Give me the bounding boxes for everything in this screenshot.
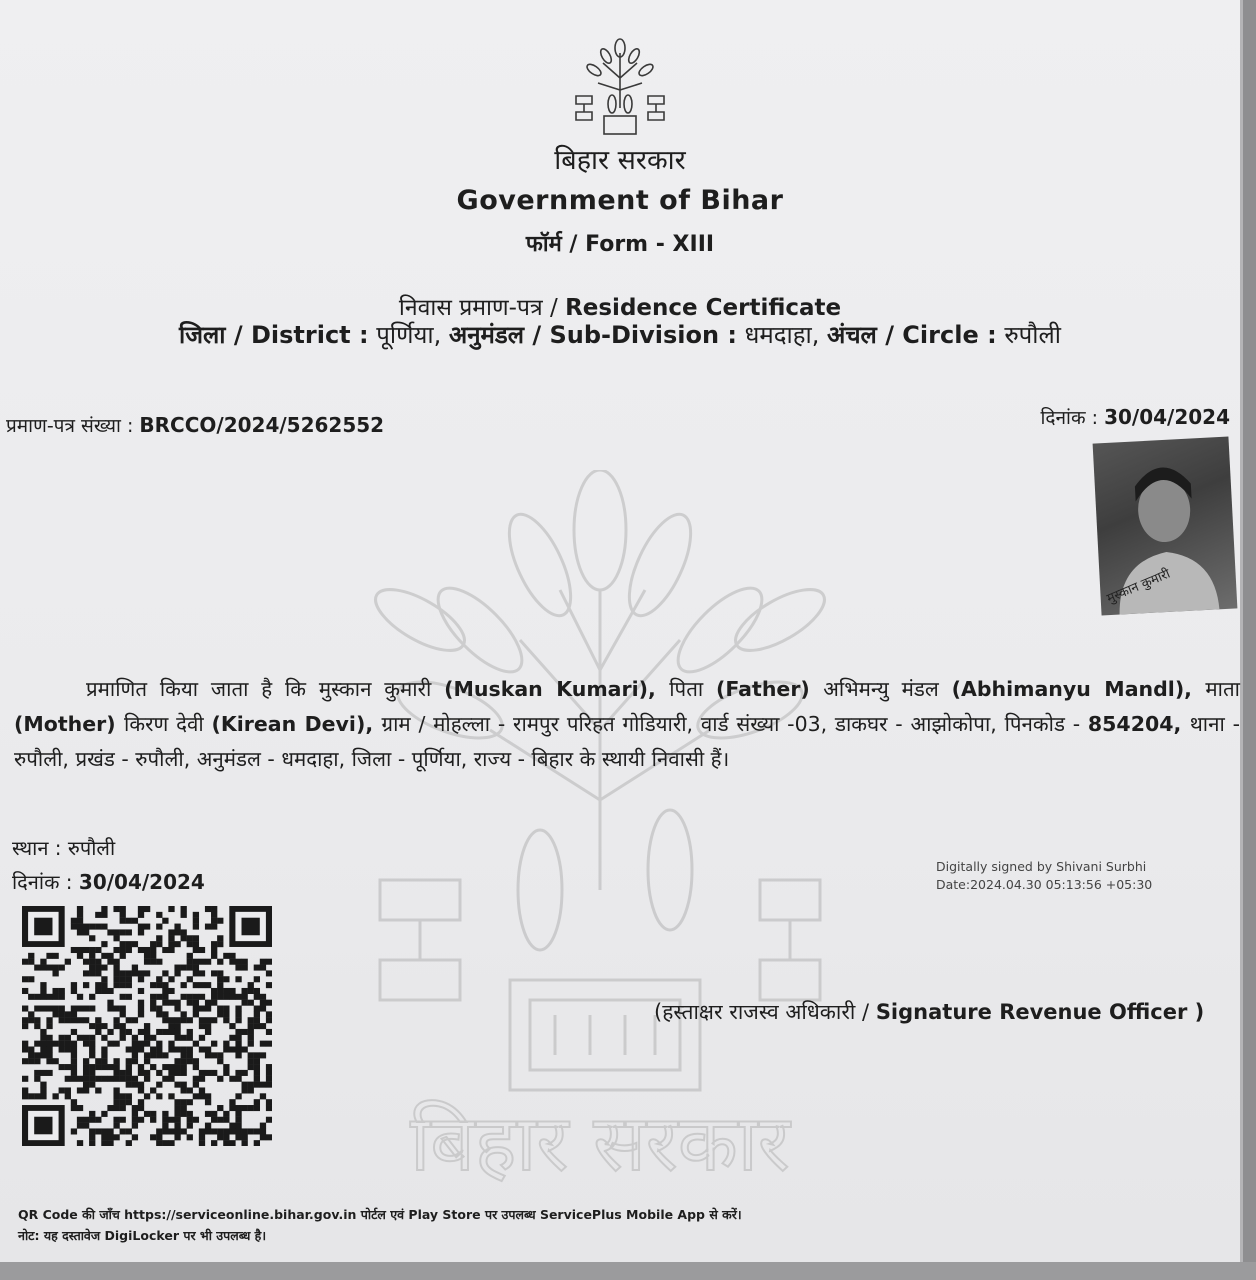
address-part: ग्राम / मोहल्ला - रामपुर परिहत गोडियारी, वार्ड संख्या -03, डाकघर - आझोकोपा, पिनकोड - [381, 712, 1088, 736]
issue-date-top [1041, 404, 1231, 430]
circle-value: रुपौली [1004, 321, 1062, 349]
location-line [0, 318, 1240, 351]
address-part: थाना - रुपौली, प्रखंड - रुपौली, अनुमंडल - धमदाहा, जिला - पूर्णिया, राज्य - बिहार के स्थायी निवासी हैं। [14, 712, 1240, 771]
note-text: ServicePlus Mobile App [539, 1207, 705, 1222]
certificate-number-value: BRCCO/2024/5262552 [139, 413, 385, 437]
circle-label: अंचल / Circle : [826, 321, 997, 349]
mother-label: (Mother) [14, 712, 125, 736]
note-text: पर भी उपलब्ध है। [179, 1228, 267, 1243]
district-value: पूर्णिया, [376, 321, 442, 349]
place [12, 834, 115, 861]
digital-signature-name: Digitally signed by Shivani Surbhi [936, 859, 1147, 874]
note-text: DigiLocker [104, 1228, 179, 1243]
background-edge [0, 1262, 1256, 1280]
photo-signature: मुस्कान कुमारी [1104, 566, 1173, 607]
mother-name-hindi: किरण देवी [124, 712, 212, 736]
note-text: नोट: यह दस्तावेज [18, 1228, 105, 1243]
place-label: स्थान : [12, 836, 62, 860]
signature-hindi: (हस्ताक्षर राजस्व अधिकारी / [654, 1000, 870, 1024]
digital-signature-block [936, 858, 1152, 894]
issue-date-label: दिनांक : [1040, 407, 1099, 429]
subdivision-value: धमदाहा, [744, 321, 820, 349]
qr-verify-note [18, 1204, 742, 1225]
mother-name-english: (Kirean Devi), [211, 712, 382, 736]
certificate-number [6, 412, 384, 438]
statement-part: पिता [669, 677, 717, 701]
bihar-emblem-watermark-icon [360, 470, 840, 1190]
district-label: जिला / District : [178, 321, 369, 349]
note-text: QR Code की जाँच [18, 1207, 125, 1222]
certificate-title-english: Residence Certificate [565, 295, 842, 321]
digilocker-note [18, 1225, 742, 1246]
statement-part: प्रमाणित किया जाता है कि मुस्कान कुमारी [86, 677, 445, 701]
title-hindi: बिहार सरकार [554, 145, 686, 176]
father-label: (Father) [716, 677, 824, 701]
pincode: 854204, [1087, 712, 1190, 736]
certificate-title-hindi: निवास प्रमाण-पत्र / [398, 295, 558, 321]
note-text: से करें। [705, 1207, 742, 1222]
title-english: Government of Bihar [456, 185, 784, 216]
place-value: रुपौली [67, 836, 116, 860]
issue-date-value: 30/04/2024 [1104, 405, 1230, 429]
issue-date-bottom [12, 868, 205, 895]
footer-notes [18, 1204, 742, 1246]
date-value: 30/04/2024 [78, 870, 205, 894]
signature-revenue-officer [654, 998, 1204, 1026]
certificate-number-label: प्रमाण-पत्र संख्या : [6, 415, 134, 437]
date-label: दिनांक : [12, 870, 73, 894]
note-text: पोर्टल एवं [356, 1207, 409, 1222]
watermark-text: बिहार सरकार [410, 1099, 790, 1189]
subdivision-label: अनुमंडल / Sub-Division : [448, 321, 738, 349]
father-name-english: (Abhimanyu Mandl), [951, 677, 1206, 701]
signature-english: Signature Revenue Officer ) [875, 1000, 1205, 1024]
father-name-hindi: अभिमन्यु मंडल [823, 677, 952, 701]
applicant-photo-icon [1093, 437, 1238, 616]
service-url-link[interactable]: https://serviceonline.bihar.gov.in [124, 1207, 357, 1222]
form-number: फॉर्म / Form - XIII [525, 232, 715, 257]
applicant-name-english: (Muskan Kumari), [444, 677, 670, 701]
applicant-portrait [1093, 437, 1238, 616]
note-text: पर उपलब्ध [480, 1207, 540, 1222]
qr-code-icon[interactable] [22, 906, 272, 1146]
note-text: Play Store [408, 1207, 481, 1222]
statement-part: माता [1205, 677, 1240, 701]
certificate-statement [14, 672, 1240, 777]
bihar-bodhi-tree-emblem-icon [568, 38, 672, 138]
digital-signature-date: Date:2024.04.30 05:13:56 +05:30 [936, 877, 1153, 892]
